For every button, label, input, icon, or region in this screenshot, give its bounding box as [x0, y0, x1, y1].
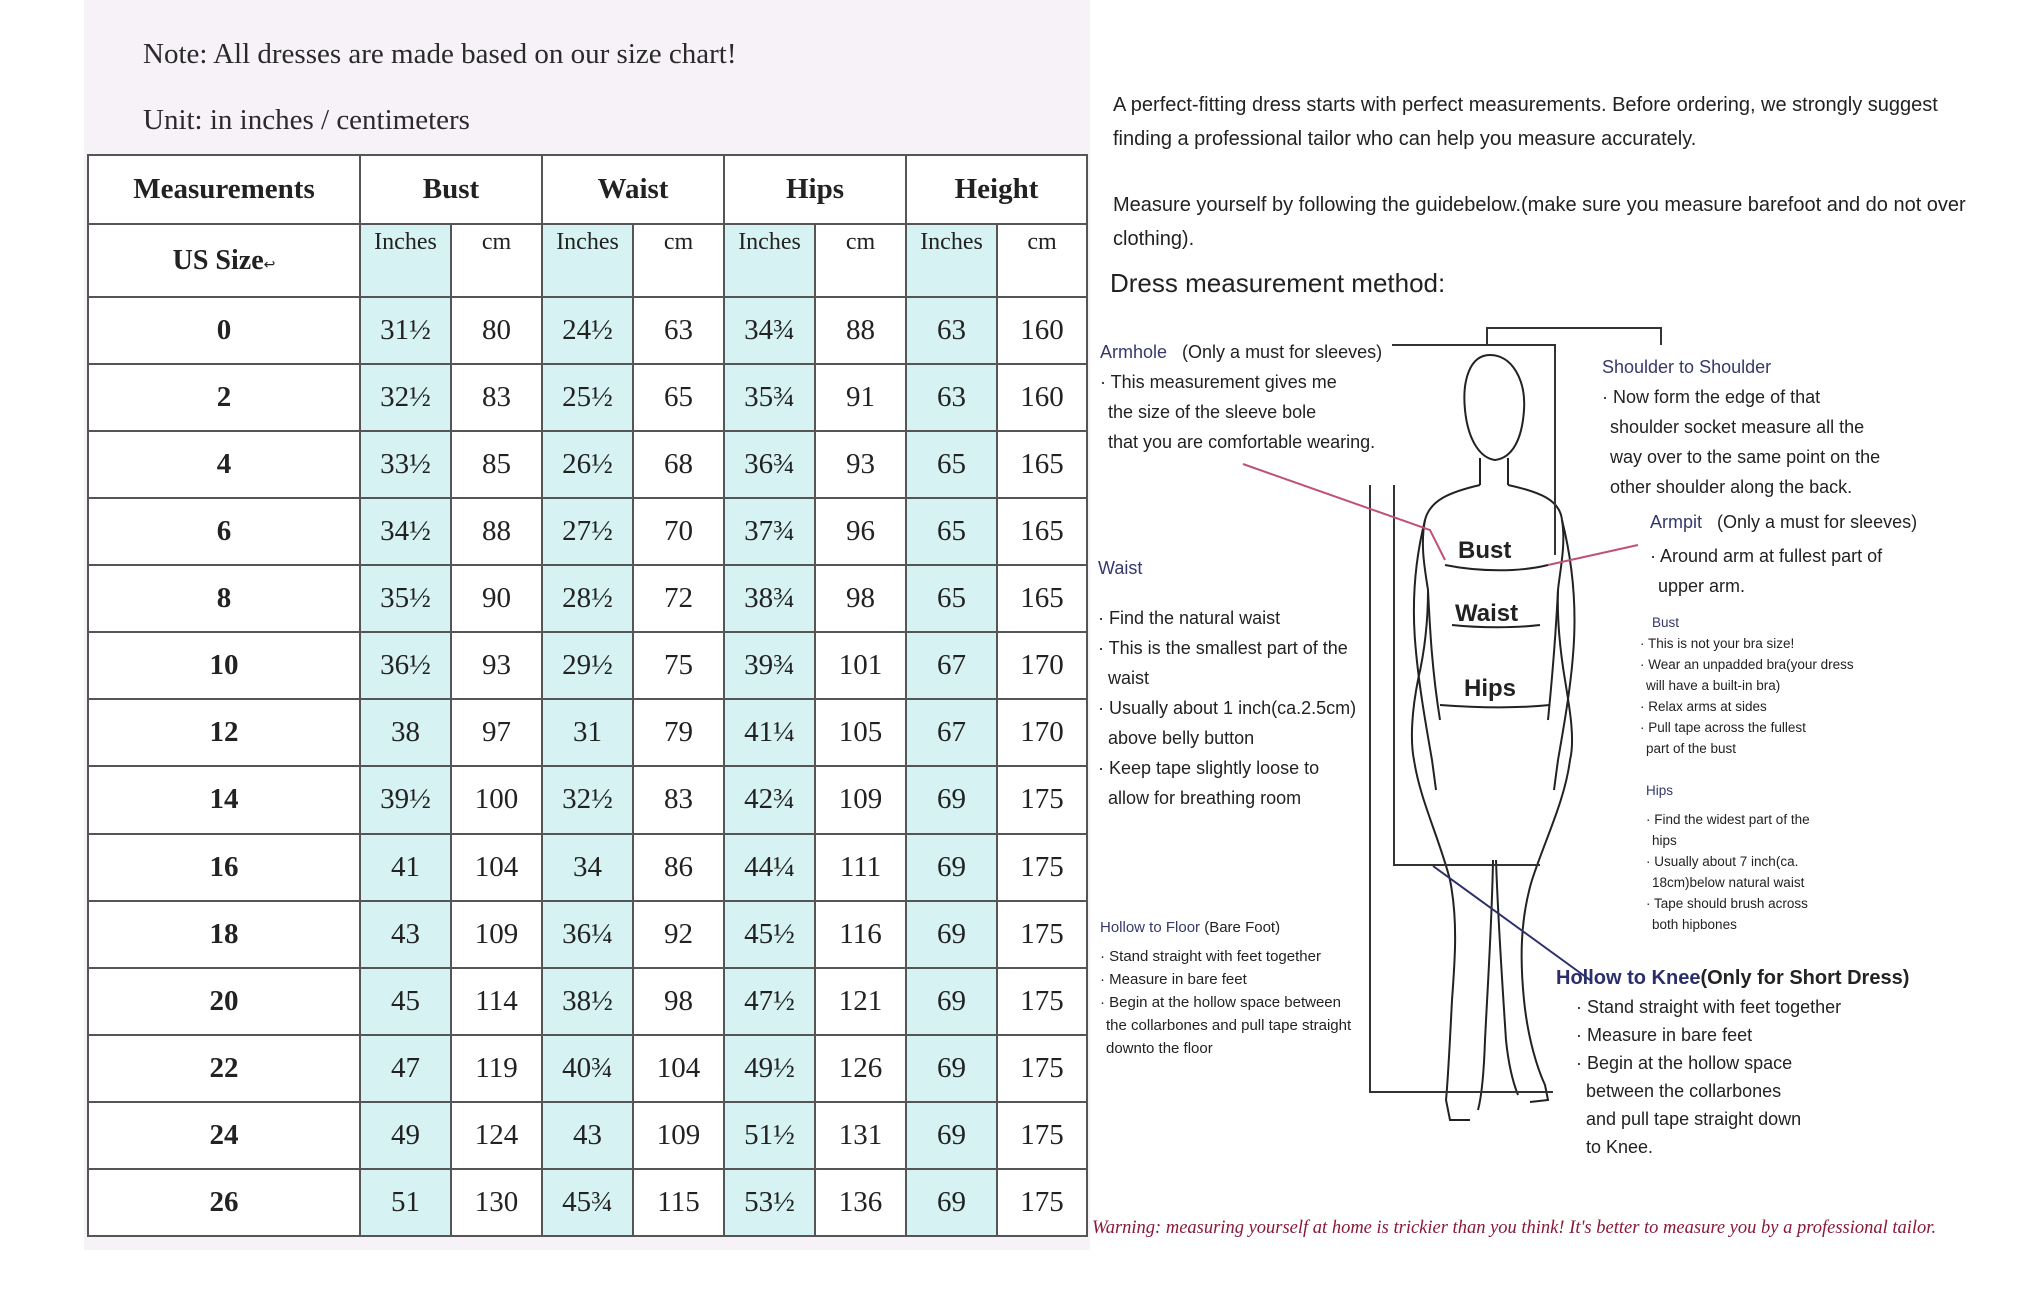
measurement-cell: 39¾: [724, 632, 815, 699]
figure-bust-line: [1445, 565, 1548, 570]
measurement-cell: 65: [633, 364, 724, 431]
measurement-cell: 49½: [724, 1035, 815, 1102]
table-row: [88, 1102, 1087, 1169]
measurement-cell: 65: [906, 565, 997, 632]
measurement-cell: 93: [815, 431, 906, 498]
size-cell: 6: [88, 498, 360, 565]
measurement-cell: 109: [815, 766, 906, 833]
measurement-cell: 35¾: [724, 364, 815, 431]
measurement-cell: 29½: [542, 632, 633, 699]
subheader-cell: cm: [451, 224, 542, 297]
measurement-cell: 34: [542, 834, 633, 901]
measurement-cell: 126: [815, 1035, 906, 1102]
shoulder-bracket: [1487, 328, 1661, 345]
bust-annotation: [1640, 612, 1854, 759]
table-row: [88, 431, 1087, 498]
measurement-cell: 175: [997, 901, 1087, 968]
table-row: [88, 297, 1087, 364]
measurement-cell: 69: [906, 901, 997, 968]
subheader-cell: cm: [633, 224, 724, 297]
measurement-cell: 63: [906, 297, 997, 364]
hollow-floor-annotation: [1100, 916, 1351, 1060]
hollow-knee-line: · Begin at the hollow space: [1576, 1053, 1793, 1073]
measurement-cell: 67: [906, 632, 997, 699]
subheader-cell: cm: [997, 224, 1087, 297]
hollow-floor-line: · Stand straight with feet together: [1100, 948, 1321, 965]
measurement-cell: 45: [360, 968, 451, 1035]
figure-head: [1464, 355, 1524, 460]
measurement-cell: 31: [542, 699, 633, 766]
waist-line: · Keep tape slightly loose to: [1098, 758, 1320, 778]
measurement-cell: 124: [451, 1102, 542, 1169]
measurement-cell: 119: [451, 1035, 542, 1102]
table-row: [88, 766, 1087, 833]
hips-line: 18cm)below natural waist: [1652, 875, 1805, 890]
measurement-cell: 136: [815, 1169, 906, 1236]
table-row: [88, 364, 1087, 431]
measurement-cell: 51½: [724, 1102, 815, 1169]
waist-title: Waist: [1098, 558, 1143, 578]
measurement-cell: 38: [360, 699, 451, 766]
measurement-cell: 97: [451, 699, 542, 766]
hollow-knee-note: (Only for Short Dress): [1700, 967, 1910, 989]
armhole-line: · This measurement gives me: [1100, 372, 1337, 392]
measurement-cell: 63: [633, 297, 724, 364]
measurement-cell: 98: [815, 565, 906, 632]
armhole-title: Armhole: [1100, 342, 1168, 362]
measurement-cell: 69: [906, 1169, 997, 1236]
subheader-cell: Inches: [542, 224, 633, 297]
size-cell: 8: [88, 565, 360, 632]
measurement-cell: 65: [906, 498, 997, 565]
hips-line: · Tape should brush across: [1646, 896, 1808, 911]
measurement-cell: 32½: [542, 766, 633, 833]
hollow-floor-note: (Bare Foot): [1204, 919, 1281, 936]
shoulder-line: way over to the same point on the: [1610, 447, 1881, 467]
measurement-cell: 80: [451, 297, 542, 364]
measurement-cell: 115: [633, 1169, 724, 1236]
measurement-cell: 25½: [542, 364, 633, 431]
table-subheader-row: [88, 224, 1087, 297]
measurement-cell: 165: [997, 431, 1087, 498]
measurement-cell: 47: [360, 1035, 451, 1102]
measurement-cell: 69: [906, 968, 997, 1035]
size-cell: 26: [88, 1169, 360, 1236]
intro-text: [1113, 88, 1993, 288]
size-cell: 10: [88, 632, 360, 699]
table-row: [88, 565, 1087, 632]
table-header-row: [88, 155, 1087, 224]
measurement-cell: 36¼: [542, 901, 633, 968]
hips-line: hips: [1652, 833, 1677, 848]
measurement-cell: 101: [815, 632, 906, 699]
measurement-cell: 24½: [542, 297, 633, 364]
measurement-cell: 160: [997, 364, 1087, 431]
measurement-cell: 175: [997, 1102, 1087, 1169]
measurement-cell: 41¼: [724, 699, 815, 766]
hollow-floor-line: the collarbones and pull tape straight: [1106, 1017, 1352, 1034]
header-height: Height: [906, 155, 1087, 224]
shoulder-line: other shoulder along the back.: [1610, 477, 1853, 497]
armhole-line: the size of the sleeve bole: [1108, 402, 1317, 422]
hollow-knee-line: · Measure in bare feet: [1576, 1025, 1753, 1045]
unit-note: Unit: in inches / centimeters: [143, 104, 470, 136]
measurement-cell: 43: [360, 901, 451, 968]
measurement-cell: 26½: [542, 431, 633, 498]
subheader-cell: Inches: [724, 224, 815, 297]
header-us-size: US Size↩: [88, 224, 360, 297]
hollow-floor-bracket: [1370, 485, 1553, 1092]
measurement-cell: 175: [997, 968, 1087, 1035]
size-rows: [88, 297, 1087, 1236]
header-bust: Bust: [360, 155, 542, 224]
bust-line: part of the bust: [1646, 741, 1737, 756]
hips-annotation: [1646, 780, 1810, 935]
hollow-floor-line: downto the floor: [1106, 1040, 1213, 1057]
armpit-title: Armpit: [1650, 512, 1703, 532]
measurement-cell: 130: [451, 1169, 542, 1236]
armhole-bracket: [1392, 345, 1555, 555]
measurement-cell: 160: [997, 297, 1087, 364]
measurement-cell: 65: [906, 431, 997, 498]
table-row: [88, 1035, 1087, 1102]
measurement-cell: 34½: [360, 498, 451, 565]
measurement-cell: 165: [997, 565, 1087, 632]
measurement-cell: 49: [360, 1102, 451, 1169]
table-row: [88, 498, 1087, 565]
waist-line: waist: [1108, 668, 1150, 688]
waist-line: · This is the smallest part of the: [1098, 638, 1348, 658]
measurement-cell: 40¾: [542, 1035, 633, 1102]
armpit-line: · Around arm at fullest part of: [1650, 546, 1883, 566]
measurement-cell: 53½: [724, 1169, 815, 1236]
armhole-pointer: [1243, 464, 1445, 560]
table-row: [88, 968, 1087, 1035]
measurement-cell: 109: [633, 1102, 724, 1169]
table-row: [88, 1169, 1087, 1236]
size-chart-note: Note: All dresses are made based on our size chart!: [143, 38, 737, 70]
measurement-cell: 45¾: [542, 1169, 633, 1236]
waist-annotation: [1098, 553, 1356, 813]
measurement-cell: 27½: [542, 498, 633, 565]
measurement-cell: 92: [633, 901, 724, 968]
measurement-cell: 116: [815, 901, 906, 968]
measurement-cell: 104: [451, 834, 542, 901]
size-cell: 24: [88, 1102, 360, 1169]
waist-line: · Usually about 1 inch(ca.2.5cm): [1098, 698, 1357, 718]
size-cell: 12: [88, 699, 360, 766]
figure-neck: [1480, 458, 1508, 485]
figure-left-arm: [1414, 520, 1440, 790]
hollow-floor-line: · Begin at the hollow space between: [1100, 994, 1341, 1011]
measurement-cell: 32½: [360, 364, 451, 431]
measurement-cell: 45½: [724, 901, 815, 968]
table-row: [88, 699, 1087, 766]
measurement-cell: 33½: [360, 431, 451, 498]
measurement-cell: 104: [633, 1035, 724, 1102]
waist-line: · Find the natural waist: [1098, 608, 1281, 628]
size-cell: 18: [88, 901, 360, 968]
size-cell: 14: [88, 766, 360, 833]
armpit-note: (Only a must for sleeves): [1717, 512, 1918, 532]
hollow-knee-line: between the collarbones: [1586, 1081, 1782, 1101]
measurement-cell: 75: [633, 632, 724, 699]
hollow-floor-line: · Measure in bare feet: [1100, 971, 1247, 988]
table-row: [88, 834, 1087, 901]
intro-paragraph-2: Measure yourself by following the guidebelow.(make sure you measure barefoot and do not over clothing).: [1113, 194, 1966, 250]
measurement-cell: 170: [997, 632, 1087, 699]
measurement-cell: 42¾: [724, 766, 815, 833]
bust-line: · This is not your bra size!: [1640, 636, 1795, 651]
measurement-cell: 98: [633, 968, 724, 1035]
intro-paragraph-1: A perfect-fitting dress starts with perfect measurements. Before ordering, we strongly suggest finding a professional tailor who can help you measure accurately.: [1113, 94, 1938, 150]
hips-line: · Find the widest part of the: [1646, 812, 1810, 827]
measurement-cell: 121: [815, 968, 906, 1035]
size-cell: 16: [88, 834, 360, 901]
figure-label-bust: Bust: [1458, 537, 1512, 564]
size-cell: 4: [88, 431, 360, 498]
armhole-line: that you are comfortable wearing.: [1108, 432, 1376, 452]
measurement-cell: 83: [633, 766, 724, 833]
waist-line: above belly button: [1108, 728, 1255, 748]
figure-right-arm: [1548, 520, 1575, 790]
hips-line: · Usually about 7 inch(ca.: [1646, 854, 1799, 869]
measurement-cell: 91: [815, 364, 906, 431]
measurement-cell: 114: [451, 968, 542, 1035]
hollow-knee-title: Hollow to Knee: [1556, 967, 1701, 989]
measurement-cell: 86: [633, 834, 724, 901]
measurement-cell: 90: [451, 565, 542, 632]
measurement-cell: 37¾: [724, 498, 815, 565]
measurement-cell: 69: [906, 834, 997, 901]
measurement-cell: 36½: [360, 632, 451, 699]
subheader-cell: cm: [815, 224, 906, 297]
shoulder-title: Shoulder to Shoulder: [1602, 357, 1772, 377]
warning-text: Warning: measuring yourself at home is trickier than you think! It's better to measure you by a professional tailor.: [1092, 1218, 1937, 1238]
measurement-cell: 109: [451, 901, 542, 968]
measurement-cell: 131: [815, 1102, 906, 1169]
armpit-annotation: [1650, 507, 1917, 601]
measurement-cell: 41: [360, 834, 451, 901]
bust-line: · Relax arms at sides: [1640, 699, 1767, 714]
measurement-cell: 83: [451, 364, 542, 431]
measurement-cell: 93: [451, 632, 542, 699]
measurement-cell: 47½: [724, 968, 815, 1035]
hollow-floor-title: Hollow to Floor: [1100, 919, 1201, 936]
measurement-cell: 175: [997, 766, 1087, 833]
measurement-cell: 68: [633, 431, 724, 498]
measurement-cell: 175: [997, 1035, 1087, 1102]
figure-left-side: [1412, 485, 1480, 1120]
measurement-cell: 88: [451, 498, 542, 565]
measurement-cell: 165: [997, 498, 1087, 565]
size-cell: 22: [88, 1035, 360, 1102]
measurement-cell: 38¾: [724, 565, 815, 632]
bust-title: Bust: [1652, 615, 1680, 630]
figure-label-hips: Hips: [1464, 675, 1517, 702]
measurement-cell: 36¾: [724, 431, 815, 498]
measurement-cell: 34¾: [724, 297, 815, 364]
measurement-cell: 38½: [542, 968, 633, 1035]
measurement-cell: 35½: [360, 565, 451, 632]
measurement-cell: 170: [997, 699, 1087, 766]
measurement-cell: 67: [906, 699, 997, 766]
header-measurements: Measurements: [88, 155, 360, 224]
table-row: [88, 901, 1087, 968]
measurement-cell: 105: [815, 699, 906, 766]
bust-line: · Pull tape across the fullest: [1640, 720, 1806, 735]
hollow-knee-line: and pull tape straight down: [1586, 1109, 1802, 1129]
hips-line: both hipbones: [1652, 917, 1737, 932]
armhole-note: (Only a must for sleeves): [1182, 342, 1383, 362]
measurement-cell: 70: [633, 498, 724, 565]
hollow-knee-line: · Stand straight with feet together: [1576, 997, 1842, 1017]
measurement-cell: 79: [633, 699, 724, 766]
measurement-cell: 39½: [360, 766, 451, 833]
waist-line: allow for breathing room: [1108, 788, 1302, 808]
measurement-cell: 175: [997, 1169, 1087, 1236]
method-title: Dress measurement method:: [1110, 268, 1446, 298]
size-cell: 2: [88, 364, 360, 431]
figure-inner-legs: [1478, 860, 1518, 1110]
armhole-annotation: [1100, 337, 1382, 457]
shoulder-line: shoulder socket measure all the: [1610, 417, 1865, 437]
measurement-cell: 111: [815, 834, 906, 901]
measurement-cell: 69: [906, 1035, 997, 1102]
measurement-cell: 43: [542, 1102, 633, 1169]
measurement-cell: 31½: [360, 297, 451, 364]
figure-label-waist: Waist: [1455, 600, 1519, 627]
measurement-cell: 63: [906, 364, 997, 431]
hollow-knee-annotation: [1556, 963, 1909, 1161]
measurement-cell: 44¼: [724, 834, 815, 901]
measurement-cell: 51: [360, 1169, 451, 1236]
table-row: [88, 632, 1087, 699]
measurement-cell: 28½: [542, 565, 633, 632]
measurement-cell: 69: [906, 1102, 997, 1169]
measurement-cell: 85: [451, 431, 542, 498]
size-cell: 20: [88, 968, 360, 1035]
hollow-knee-line: to Knee.: [1586, 1137, 1654, 1157]
measurement-cell: 88: [815, 297, 906, 364]
shoulder-annotation: [1602, 352, 1880, 502]
measurement-cell: 175: [997, 834, 1087, 901]
figure-hips-line: [1440, 705, 1550, 707]
size-cell: 0: [88, 297, 360, 364]
bust-line: · Wear an unpadded bra(your dress: [1640, 657, 1854, 672]
subheader-cell: Inches: [360, 224, 451, 297]
measurement-cell: 100: [451, 766, 542, 833]
measurement-cell: 72: [633, 565, 724, 632]
shoulder-line: · Now form the edge of that: [1602, 387, 1821, 407]
armpit-line: upper arm.: [1658, 576, 1746, 596]
measurement-cell: 96: [815, 498, 906, 565]
header-waist: Waist: [542, 155, 724, 224]
hips-title: Hips: [1646, 783, 1674, 798]
size-chart-table: [87, 154, 1088, 1237]
armpit-pointer: [1548, 545, 1638, 565]
bust-line: will have a built-in bra): [1646, 678, 1781, 693]
measurement-cell: 69: [906, 766, 997, 833]
header-hips: Hips: [724, 155, 906, 224]
subheader-cell: Inches: [906, 224, 997, 297]
